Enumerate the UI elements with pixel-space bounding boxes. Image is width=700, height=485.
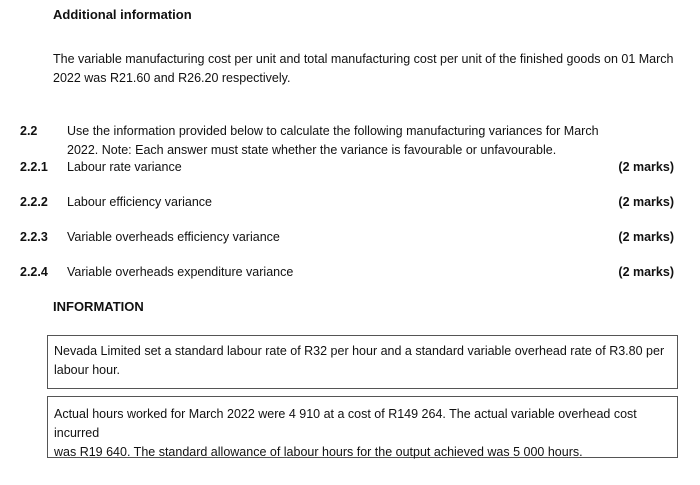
item-number-2-2-2: 2.2.2 [20, 195, 48, 209]
information-heading: INFORMATION [53, 299, 144, 314]
item-number-2-2-3: 2.2.3 [20, 230, 48, 244]
item-text-2-2-1: Labour rate variance [67, 160, 182, 174]
item-text-2-2-2: Labour efficiency variance [67, 195, 212, 209]
question-instruction-line-1: Use the information provided below to calculate the following manufacturing variances for March [67, 124, 599, 138]
item-text-2-2-3: Variable overheads efficiency variance [67, 230, 280, 244]
question-number: 2.2 [20, 124, 38, 138]
information-box-2-line-2: was R19 640. The standard allowance of labour hours for the output achieved was 5 000 hours. [54, 445, 583, 459]
information-box-1 [47, 335, 678, 389]
item-number-2-2-4: 2.2.4 [20, 265, 48, 279]
information-box-2 [47, 396, 678, 458]
additional-info-paragraph [53, 50, 683, 88]
question-instruction-line-2: 2022. Note: Each answer must state whether the variance is favourable or unfavourable. [67, 143, 557, 157]
additional-info-line-2: 2022 was R21.60 and R26.20 respectively. [53, 71, 291, 85]
item-text-2-2-4: Variable overheads expenditure variance [67, 265, 294, 279]
additional-info-heading: Additional information [53, 7, 192, 22]
item-marks-2-2-4: (2 marks) [618, 265, 674, 279]
item-marks-2-2-2: (2 marks) [618, 195, 674, 209]
information-box-1-line-2: labour hour. [54, 363, 121, 377]
additional-info-line-1: The variable manufacturing cost per unit and total manufacturing cost per unit of the finished goods on 01 March [53, 52, 674, 66]
question-instruction [67, 122, 667, 160]
information-box-1-line-1: Nevada Limited set a standard labour rate of R32 per hour and a standard variable overhead rate of R3.80 per [54, 344, 665, 358]
item-marks-2-2-3: (2 marks) [618, 230, 674, 244]
item-number-2-2-1: 2.2.1 [20, 160, 48, 174]
information-box-2-line-1: Actual hours worked for March 2022 were 4 910 at a cost of R149 264. The actual variable overhead cost incurred [54, 407, 637, 440]
item-marks-2-2-1: (2 marks) [618, 160, 674, 174]
